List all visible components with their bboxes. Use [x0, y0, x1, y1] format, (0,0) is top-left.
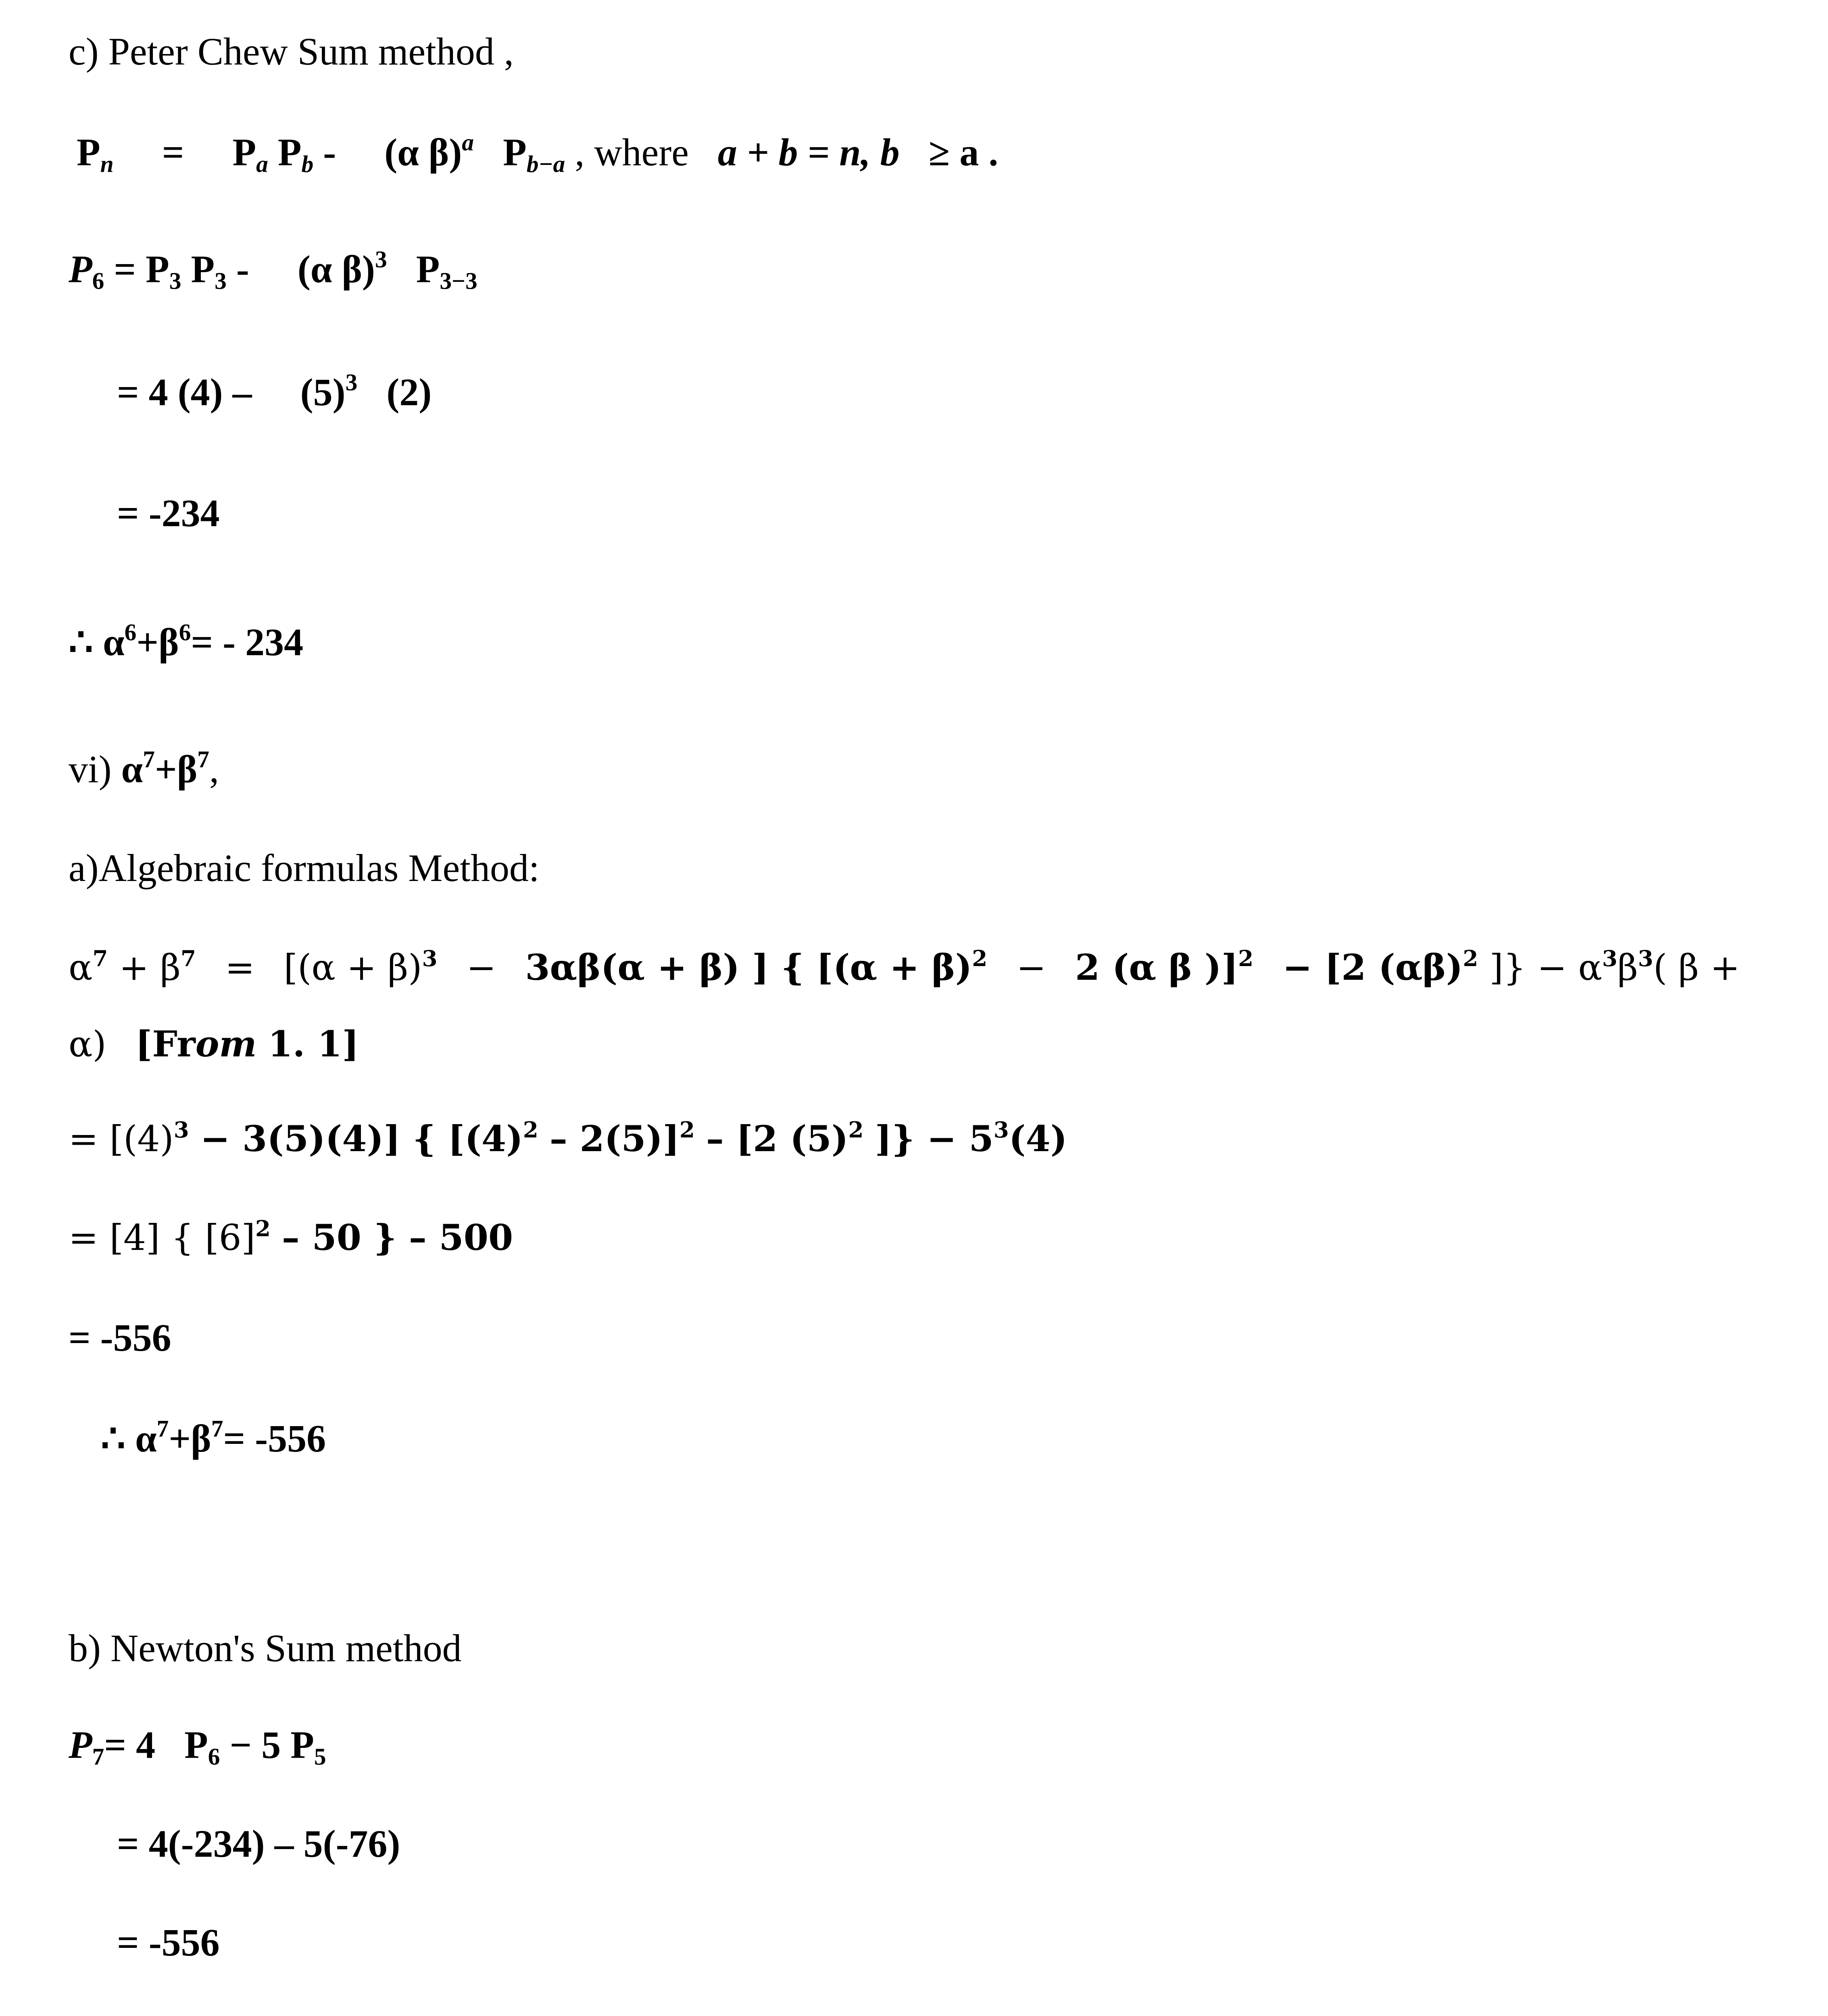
algebraic-line5: = -556 [69, 1316, 171, 1359]
formula-condition: a + b = n, b [717, 131, 900, 174]
algebraic-heading: a)Algebraic formulas Method: [69, 846, 540, 889]
p6-lhs: P [69, 248, 92, 291]
newton-l1-lhs-sub: 7 [92, 1743, 104, 1770]
alg-l1-b-sup: 7 [180, 946, 196, 972]
formula-term3: P [503, 131, 527, 174]
peter-chew-general-formula [77, 129, 998, 177]
p6-step1-b: (5) [300, 371, 346, 414]
algebraic-line2 [69, 1023, 359, 1065]
alg-l1-minus1: − [466, 947, 496, 988]
p6-result-plus: +β [136, 621, 179, 664]
alg-l1-p2-sup: 2 [972, 946, 988, 972]
formula-lhs-sub: n [100, 150, 114, 177]
alg-l4-a: = [4] { [6] [69, 1217, 255, 1258]
algebraic-line1 [69, 946, 1740, 988]
p6-formula [69, 246, 477, 294]
newton-line1 [69, 1723, 326, 1770]
newton-heading: b) Newton's Sum method [69, 1627, 462, 1670]
formula-term1-sub: a [256, 150, 268, 177]
alg-l1-p2: 3αβ(α + β) ] { [(α + β) [525, 946, 972, 988]
p6-t2-sub: 3 [215, 267, 227, 294]
newton-l1-lhs: P [69, 1723, 92, 1766]
alg-l2-b: [Fr [135, 1023, 196, 1065]
alg-result-a: α [135, 1417, 157, 1460]
therefore-symbol: ∴ [101, 1417, 126, 1460]
p6-ab-sup: 3 [375, 246, 387, 273]
p6-minus: - [236, 248, 249, 291]
alg-l3-c-sup: 2 [679, 1117, 695, 1143]
alg-l3-f: (4) [1009, 1118, 1067, 1160]
formula-lhs: P [77, 131, 100, 174]
alg-l1-a-sup: 7 [92, 946, 108, 972]
alg-l1-p4: − [2 (αβ) [1282, 946, 1463, 988]
p6-result-a: α [103, 621, 125, 664]
p6-result-a-sup: 6 [124, 619, 137, 646]
alg-l1-a: α [69, 947, 93, 988]
part-vi-label: vi) [69, 748, 112, 791]
alg-result-plus: +β [169, 1417, 211, 1460]
alg-l1-eq: = [225, 947, 255, 988]
formula-term3-sub: b−a [526, 150, 565, 177]
alg-l4-b: – 50 } – 500 [281, 1216, 513, 1258]
alg-l1-p3: 2 (α β )] [1075, 946, 1238, 988]
formula-eq: = [162, 131, 184, 174]
alg-l1-p5: ]} − α [1489, 947, 1602, 988]
part-vi-comma: , [209, 748, 219, 791]
alg-l3-b-sup: 2 [523, 1117, 538, 1143]
alg-l3-d-sup: 2 [848, 1117, 864, 1143]
newton-line2: = 4(-234) – 5(-76) [117, 1822, 400, 1865]
p6-result-b-sup: 6 [179, 619, 191, 646]
alg-l3-e-sup: 3 [993, 1117, 1009, 1143]
p6-step2: = -234 [117, 492, 220, 535]
alg-l1-p1-sup: 3 [422, 946, 438, 972]
p6-t3-sub: 3−3 [440, 267, 477, 294]
alg-l3-d: – [2 (5) [706, 1118, 848, 1160]
part-vi-a: α [121, 748, 143, 791]
newton-l1-minus: − 5 P [229, 1723, 314, 1766]
algebraic-line3 [69, 1117, 1067, 1160]
newton-l1-t1-sub: 6 [208, 1743, 220, 1770]
formula-minus: - [323, 131, 336, 174]
formula-term1: P [232, 131, 256, 174]
part-vi-b-sup: 7 [197, 746, 210, 773]
p6-t1: P [146, 248, 169, 291]
p6-lhs-sub: 6 [92, 267, 104, 294]
formula-ge: ≥ a . [928, 131, 998, 174]
alg-l2-d: 1. 1] [268, 1023, 359, 1065]
alg-result-a-sup: 7 [156, 1415, 169, 1442]
alg-l1-p7: ( β + [1653, 947, 1740, 988]
alg-l4-a-sup: 2 [255, 1216, 271, 1242]
alg-l2-a: α) [69, 1023, 106, 1065]
newton-l1-t1: P [184, 1723, 208, 1766]
alg-l1-p6: β [1617, 947, 1638, 988]
therefore-symbol: ∴ [69, 621, 94, 664]
alg-l3-c: – 2(5)] [549, 1118, 680, 1160]
p6-result [69, 619, 304, 664]
alg-l1-p1: [(α + β) [283, 947, 422, 988]
alg-l3-a: = [(4) [69, 1118, 174, 1160]
formula-ab: (α β) [384, 131, 462, 174]
p6-eq: = [114, 248, 136, 291]
alg-l1-p3-sup: 2 [1238, 946, 1254, 972]
p6-t2: P [191, 248, 215, 291]
p6-step1 [117, 369, 432, 414]
p6-step1-a: = 4 (4) – [117, 371, 252, 414]
newton-l1-eq: = 4 [104, 1723, 156, 1766]
alg-l1-p5-sup: 3 [1602, 946, 1617, 972]
alg-l1-minus2: − [1016, 947, 1046, 988]
algebraic-result [101, 1415, 326, 1460]
alg-l3-b: − 3(5)(4)] { [(4) [200, 1118, 523, 1160]
formula-term2-sub: b [301, 150, 314, 177]
alg-result-rest: = -556 [223, 1417, 326, 1460]
algebraic-line4 [69, 1216, 513, 1258]
newton-line3: = -556 [117, 1921, 220, 1964]
p6-step1-c: (2) [386, 371, 432, 414]
p6-step1-b-sup: 3 [345, 369, 358, 396]
alg-l1-p4-sup: 2 [1463, 946, 1478, 972]
alg-result-b-sup: 7 [211, 1415, 223, 1442]
newton-l1-t2-sub: 5 [314, 1743, 326, 1770]
alg-l3-a-sup: 3 [173, 1117, 189, 1143]
part-vi-a-sup: 7 [143, 746, 155, 773]
p6-result-rest: = - 234 [191, 621, 304, 664]
part-vi-plus: +β [154, 748, 198, 791]
formula-ab-sup: a [462, 129, 474, 156]
p6-t1-sub: 3 [169, 267, 181, 294]
alg-l3-e: ]} − 5 [875, 1118, 994, 1160]
p6-ab: (α β) [297, 248, 375, 291]
part-vi-heading [69, 746, 219, 791]
formula-term2: P [277, 131, 302, 174]
alg-l1-p6-sup: 3 [1638, 946, 1653, 972]
peter-chew-heading: c) Peter Chew Sum method , [69, 30, 514, 73]
alg-l2-c: om [195, 1023, 257, 1065]
formula-where: , where [575, 131, 689, 174]
alg-l1-plus: + β [119, 947, 181, 988]
p6-t3: P [416, 248, 440, 291]
